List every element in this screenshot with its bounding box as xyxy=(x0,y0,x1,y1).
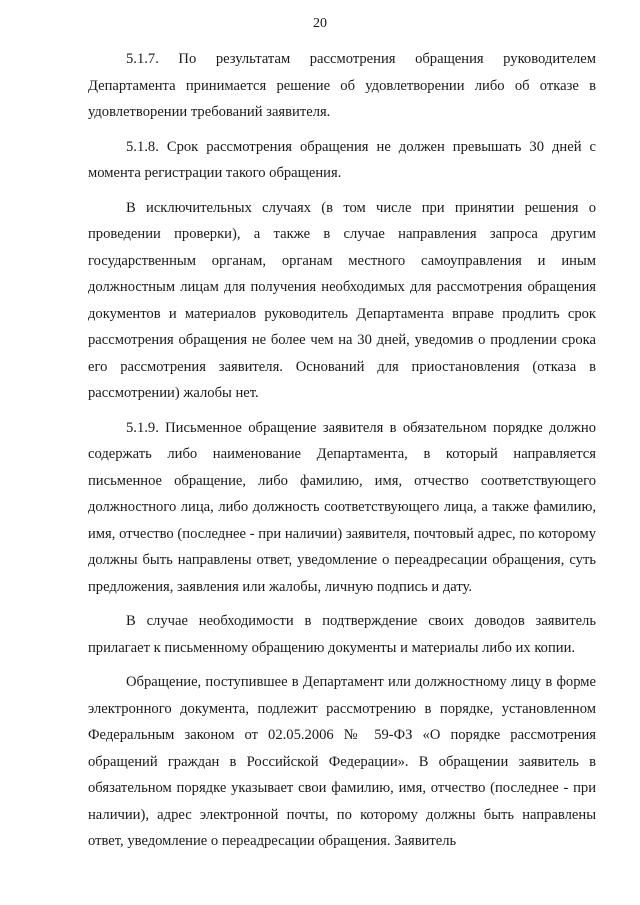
paragraph-supporting-documents: В случае необходимости в подтверждение своих доводов заявитель прилагает к письменному обращению документы и материалы либо их копии. xyxy=(88,613,596,656)
document-body xyxy=(88,46,596,863)
paragraph-5-1-9: 5.1.9. Письменное обращение заявителя в обязательном порядке должно содержать либо наименование Департамента, в который направляется письменное обращение, либо фамилию, имя, отчество соответствующего должностного лица, либо должность соответствующего лица, а также фамилию, имя, отчество (последнее - при наличии) заявителя, почтовый адрес, по которому должны быть направлены ответ, уведомление о переадресации обращения, суть предложения, заявления или жалобы, личную подпись и дату. xyxy=(88,419,596,595)
paragraph-exceptional-cases: В исключительных случаях (в том числе при принятии решения о проведении проверки), а также в случае направления запроса другим государственным органам, органам местного самоуправления и иным должностным лицам для получения необходимых для рассмотрения обращения документов и материалов руководитель Департамента вправе продлить срок рассмотрения обращения не более чем на 30 дней, уведомив о продлении срока его рассмотрения заявителя. Оснований для приостановления (отказа в рассмотрении) жалобы нет. xyxy=(88,199,596,401)
paragraph-5-1-8: 5.1.8. Срок рассмотрения обращения не должен превышать 30 дней с момента регистрации такого обращения. xyxy=(88,138,596,181)
paragraph-electronic-appeal: Обращение, поступившее в Департамент или должностному лицу в форме электронного документа, подлежит рассмотрению в порядке, установленном Федеральным законом от 02.05.2006 № 59-ФЗ «О порядке рассмотрения обращений граждан в Российской Федерации». В обращении заявитель в обязательном порядке указывает свои фамилию, имя, отчество (последнее - при наличии), адрес электронной почты, по которому должны быть направлены ответ, уведомление о переадресации обращения. Заявитель xyxy=(88,674,596,849)
page-number: 20 xyxy=(313,16,327,31)
paragraph-5-1-7: 5.1.7. По результатам рассмотрения обращения руководителем Департамента принимается решение об удовлетворении либо об отказе в удовлетворении требований заявителя. xyxy=(88,51,596,120)
